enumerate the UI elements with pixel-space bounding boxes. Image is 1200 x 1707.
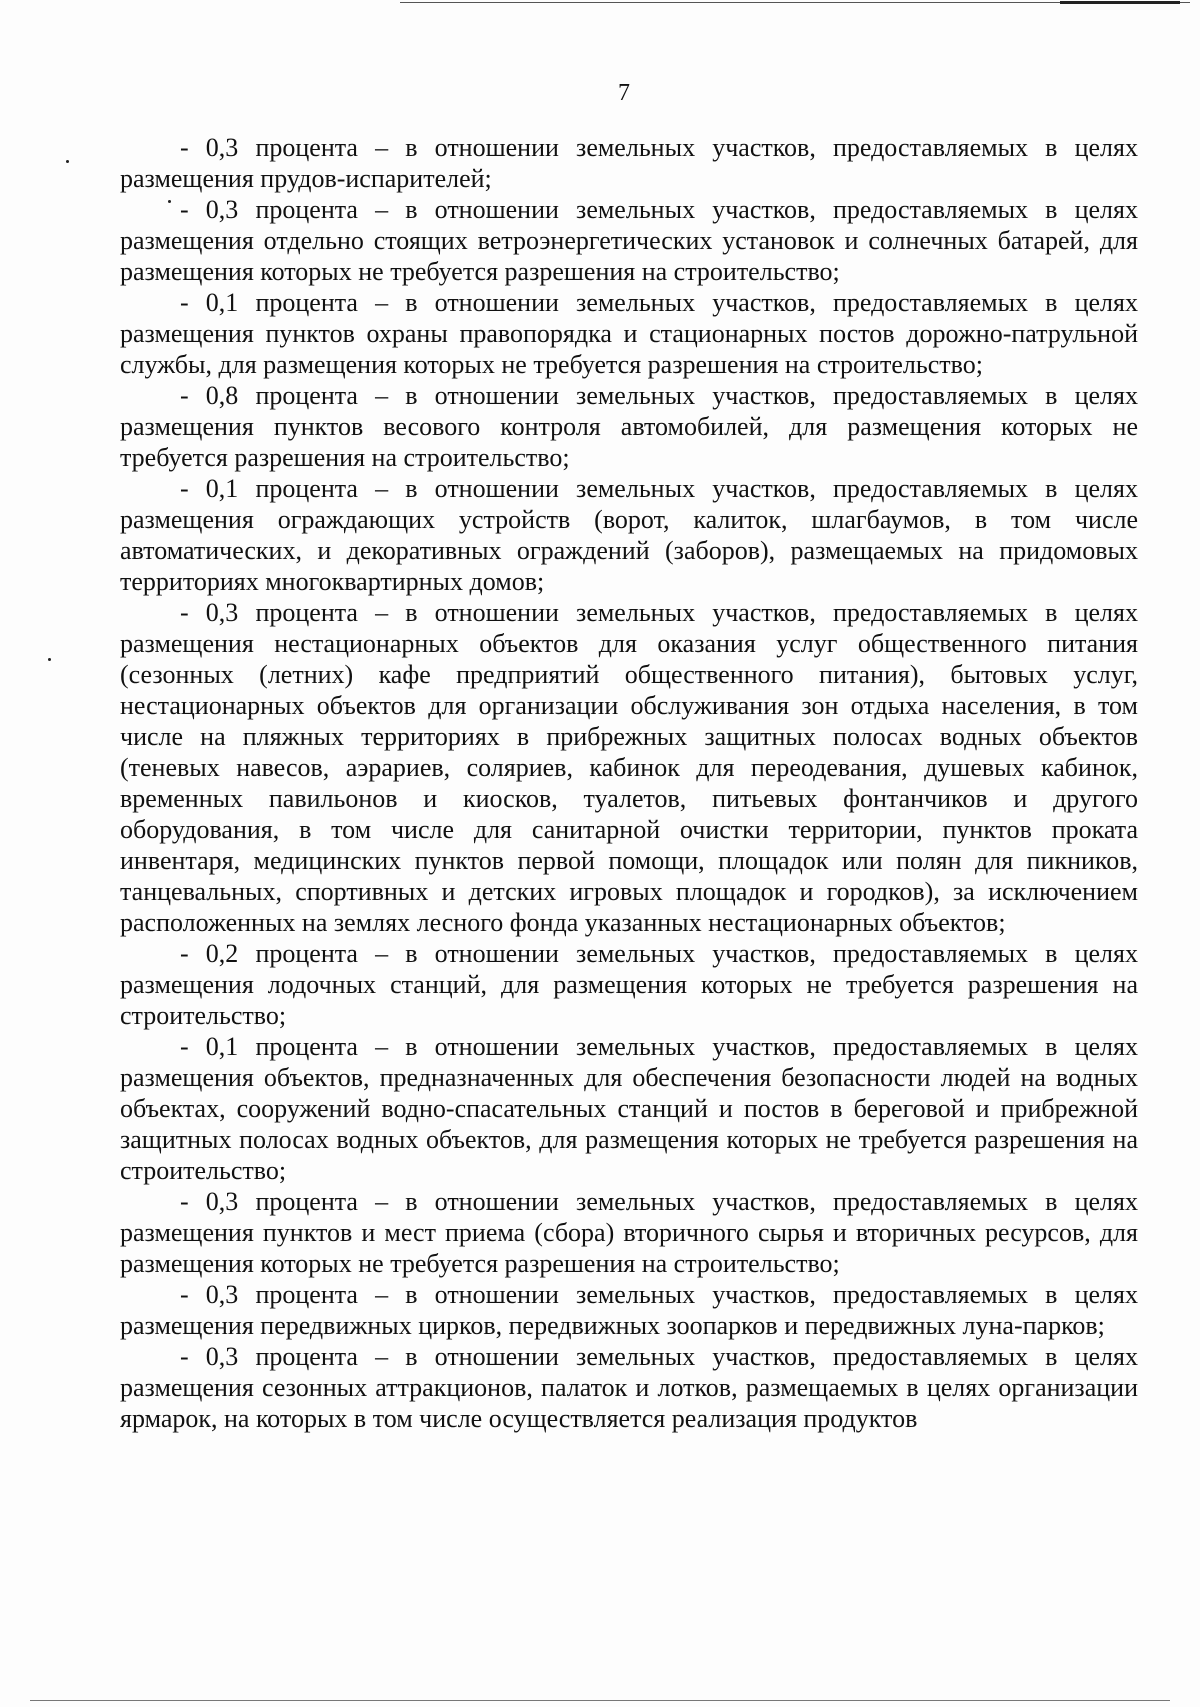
paragraph: - 0,1 процента – в отношении земельных участков, предоставляемых в целях размещения ограждающих устройств (ворот, калиток, шлагбаумов, в том числе автоматических, и декоративных ограждений (заборов), размещаемых на придомовых территориях многоквартирных домов; bbox=[120, 474, 1138, 596]
paragraph: - 0,2 процента – в отношении земельных участков, предоставляемых в целях размещения лодочных станций, для размещения которых не требуется разрешения на строительство; bbox=[120, 939, 1138, 1030]
paragraph: - 0,3 процента – в отношении земельных участков, предоставляемых в целях размещения прудов-испарителей; bbox=[120, 133, 1138, 193]
paragraph: - 0,3 процента – в отношении земельных участков, предоставляемых в целях размещения сезонных аттракционов, палаток и лотков, размещаемых в целях организации ярмарок, на которых в том числе осуществляется реализация продуктов bbox=[120, 1342, 1138, 1433]
document-body bbox=[120, 132, 1138, 1434]
paragraph: - 0,3 процента – в отношении земельных участков, предоставляемых в целях размещения нестационарных объектов для оказания услуг общественного питания (сезонных (летних) кафе предприятий общественного питания), бытовых услуг, нестационарных объектов для организации обслуживания зон отдыха населения, в том числе на пляжных территориях в прибрежных защитных полосах водных объектов (теневых навесов, аэрариев, соляриев, кабинок для переодевания, душевых кабинок, временных павильонов и киосков, туалетов, питьевых фонтанчиков и другого оборудования, в том числе для санитарной очистки территории, пунктов проката инвентаря, медицинских пунктов первой помощи, площадок или полян для пикников, танцевальных, спортивных и детских игровых площадок и городков), за исключением расположенных на землях лесного фонда указанных нестационарных объектов; bbox=[120, 598, 1138, 937]
scan-speck bbox=[48, 658, 51, 661]
paragraph: - 0,3 процента – в отношении земельных участков, предоставляемых в целях размещения отдельно стоящих ветроэнергетических установок и солнечных батарей, для размещения которых не требуется разрешения на строительство; bbox=[120, 195, 1138, 286]
paragraph: - 0,3 процента – в отношении земельных участков, предоставляемых в целях размещения пунктов и мест приема (сбора) вторичного сырья и вторичных ресурсов, для размещения которых не требуется разрешения на строительство; bbox=[120, 1187, 1138, 1278]
page-number: 7 bbox=[618, 80, 630, 106]
paragraph: - 0,8 процента – в отношении земельных участков, предоставляемых в целях размещения пунктов весового контроля автомобилей, для размещения которых не требуется разрешения на строительство; bbox=[120, 381, 1138, 472]
scan-artifact-bottom-line bbox=[30, 1700, 1170, 1701]
scan-speck bbox=[66, 160, 69, 163]
paragraph: - 0,3 процента – в отношении земельных участков, предоставляемых в целях размещения передвижных цирков, передвижных зоопарков и передвижных луна-парков; bbox=[120, 1280, 1138, 1340]
paragraph: - 0,1 процента – в отношении земельных участков, предоставляемых в целях размещения пунктов охраны правопорядка и стационарных постов дорожно-патрульной службы, для размещения которых не требуется разрешения на строительство; bbox=[120, 288, 1138, 379]
paragraph: - 0,1 процента – в отношении земельных участков, предоставляемых в целях размещения объектов, предназначенных для обеспечения безопасности людей на водных объектах, сооружений водно-спасательных станций и постов в береговой и прибрежной защитных полосах водных объектов, для размещения которых не требуется разрешения на строительство; bbox=[120, 1032, 1138, 1185]
scan-artifact-top-bar bbox=[1060, 1, 1180, 4]
